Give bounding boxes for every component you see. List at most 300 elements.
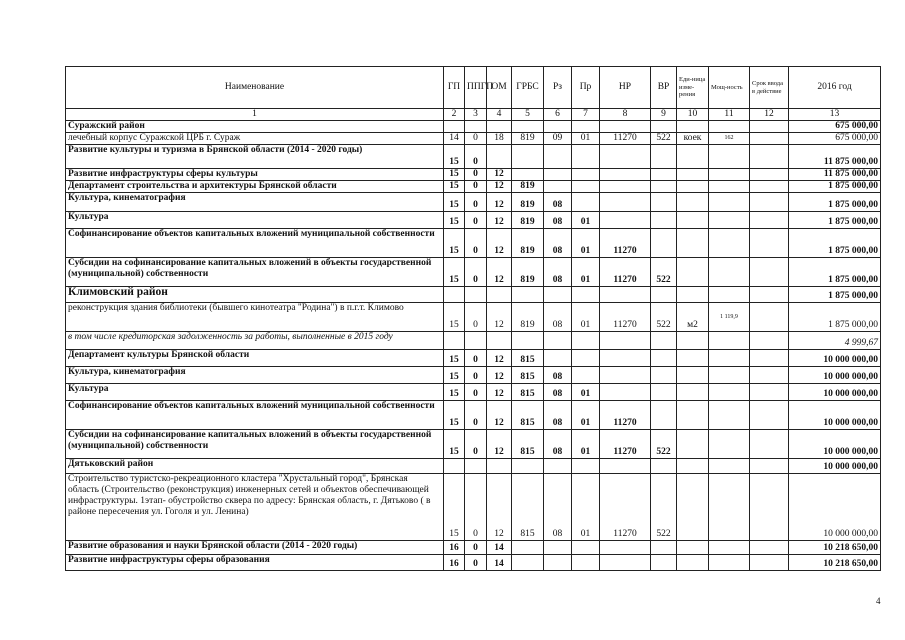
row-code (677, 212, 709, 229)
row-code: 12 (487, 430, 512, 459)
row-code (651, 384, 677, 401)
row-capacity (709, 229, 750, 258)
row-code: 09 (544, 133, 572, 145)
row-code (651, 193, 677, 212)
row-amount: 10 000 000,00 (789, 401, 881, 430)
row-amount: 1 875 000,00 (789, 212, 881, 229)
row-code (465, 332, 487, 350)
row-code: 12 (487, 193, 512, 212)
row-code (544, 459, 572, 474)
row-code (750, 430, 789, 459)
row-code (677, 541, 709, 555)
row-amount: 1 875 000,00 (789, 258, 881, 287)
column-number-row (66, 109, 881, 121)
row-code: 11270 (600, 401, 651, 430)
row-code (750, 212, 789, 229)
row-code (572, 287, 600, 303)
table-row (66, 401, 881, 430)
row-code (487, 332, 512, 350)
header-row (66, 67, 881, 109)
row-capacity (709, 474, 750, 541)
row-code: 11270 (600, 258, 651, 287)
row-code (487, 287, 512, 303)
table-row (66, 258, 881, 287)
row-code: 12 (487, 212, 512, 229)
row-code (750, 169, 789, 181)
row-code (544, 181, 572, 193)
row-name: лечебный корпус Суражской ЦРБ г. Сураж (66, 133, 444, 145)
table-row (66, 181, 881, 193)
row-code (750, 474, 789, 541)
col-header-vr: ВР (651, 67, 677, 109)
row-code: 12 (487, 303, 512, 332)
row-code: 01 (572, 474, 600, 541)
row-name: Развитие инфраструктуры сферы образования (66, 555, 444, 571)
table-body (66, 121, 881, 571)
row-code (544, 121, 572, 133)
row-code (600, 212, 651, 229)
row-code: 15 (444, 367, 465, 384)
col-header-nr: НР (600, 67, 651, 109)
col-header-capacity: Мощ-ность (709, 67, 750, 109)
row-code: 815 (512, 401, 544, 430)
table-row (66, 133, 881, 145)
table-row (66, 169, 881, 181)
row-code: 15 (444, 474, 465, 541)
row-code (750, 258, 789, 287)
row-code (600, 121, 651, 133)
row-amount: 10 000 000,00 (789, 350, 881, 367)
row-capacity (709, 287, 750, 303)
row-code (750, 121, 789, 133)
col-number: 1 (66, 109, 444, 121)
table-row (66, 303, 881, 332)
row-code: 815 (512, 384, 544, 401)
row-code (600, 169, 651, 181)
row-amount: 1 875 000,00 (789, 287, 881, 303)
row-name: Субсидии на софинансирование капитальных вложений в объекты государственной (муниципальной) собственности (66, 258, 444, 287)
row-code (677, 555, 709, 571)
row-code (750, 459, 789, 474)
row-amount: 4 999,67 (789, 332, 881, 350)
row-code (600, 367, 651, 384)
row-code: 16 (444, 541, 465, 555)
row-code (512, 287, 544, 303)
row-code: 12 (487, 401, 512, 430)
row-code: 16 (444, 555, 465, 571)
row-code: 01 (572, 384, 600, 401)
table-row (66, 350, 881, 367)
row-code: 12 (487, 384, 512, 401)
row-code: 0 (465, 169, 487, 181)
row-code: 08 (544, 474, 572, 541)
row-code (512, 459, 544, 474)
row-code: 819 (512, 258, 544, 287)
col-number: 4 (487, 109, 512, 121)
row-amount: 675 000,00 (789, 121, 881, 133)
row-code (750, 145, 789, 169)
row-code: 08 (544, 258, 572, 287)
col-header-year: 2016 год (789, 67, 881, 109)
row-amount: 1 875 000,00 (789, 303, 881, 332)
row-code (677, 332, 709, 350)
col-number: 2 (444, 109, 465, 121)
row-code (572, 145, 600, 169)
row-code (444, 121, 465, 133)
row-code: 15 (444, 193, 465, 212)
row-code (677, 258, 709, 287)
row-code (600, 541, 651, 555)
row-amount: 10 218 650,00 (789, 555, 881, 571)
row-code: 0 (465, 430, 487, 459)
row-code: 01 (572, 229, 600, 258)
row-name: Департамент культуры Брянской области (66, 350, 444, 367)
row-code: коек (677, 133, 709, 145)
row-code (544, 287, 572, 303)
row-code (651, 541, 677, 555)
row-code: 15 (444, 181, 465, 193)
col-header-ppgp: ППГП (465, 67, 487, 109)
row-code (677, 367, 709, 384)
row-code (512, 555, 544, 571)
row-code (487, 121, 512, 133)
row-code (651, 332, 677, 350)
table-row (66, 459, 881, 474)
row-code: 14 (444, 133, 465, 145)
row-code: 08 (544, 384, 572, 401)
row-code (572, 350, 600, 367)
row-code: 18 (487, 133, 512, 145)
row-capacity: 162 (709, 133, 750, 145)
row-code: 15 (444, 384, 465, 401)
row-name: Софинансирование объектов капитальных вложений муниципальной собственности (66, 229, 444, 258)
row-name: Субсидии на софинансирование капитальных вложений в объекты государственной (муниципальной) собственности (66, 430, 444, 459)
col-header-unit: Еди-ница изме-рения (677, 67, 709, 109)
row-code (600, 287, 651, 303)
row-capacity (709, 430, 750, 459)
row-code (677, 121, 709, 133)
row-code: 15 (444, 401, 465, 430)
row-code: 01 (572, 430, 600, 459)
row-code: 14 (487, 555, 512, 571)
row-code (677, 287, 709, 303)
row-code: 522 (651, 133, 677, 145)
row-code: 0 (465, 303, 487, 332)
row-code (465, 459, 487, 474)
row-code: 11270 (600, 229, 651, 258)
row-code (444, 459, 465, 474)
row-code: 0 (465, 541, 487, 555)
col-header-grbs: ГРБС (512, 67, 544, 109)
row-code: 0 (465, 229, 487, 258)
row-code: 819 (512, 181, 544, 193)
row-code (651, 181, 677, 193)
row-code (651, 401, 677, 430)
row-code: 15 (444, 258, 465, 287)
row-code: 11270 (600, 303, 651, 332)
row-code: 08 (544, 401, 572, 430)
table-row (66, 229, 881, 258)
row-code (512, 145, 544, 169)
page-number: 4 (876, 596, 881, 606)
row-code (600, 145, 651, 169)
row-capacity: 1 119,9 (709, 303, 750, 332)
row-code (487, 459, 512, 474)
row-code (572, 555, 600, 571)
row-code (750, 303, 789, 332)
row-amount: 10 000 000,00 (789, 459, 881, 474)
row-amount: 1 875 000,00 (789, 229, 881, 258)
row-code: 522 (651, 258, 677, 287)
row-amount: 10 000 000,00 (789, 474, 881, 541)
col-number: 6 (544, 109, 572, 121)
row-code: 08 (544, 229, 572, 258)
row-name: реконструкция здания библиотеки (бывшего кинотеатра "Родина") в п.г.т. Климово (66, 303, 444, 332)
row-code: 0 (465, 350, 487, 367)
row-code (651, 287, 677, 303)
row-capacity (709, 145, 750, 169)
col-header-term: Срок ввода в действие (750, 67, 789, 109)
row-name: Развитие культуры и туризма в Брянской области (2014 - 2020 годы) (66, 145, 444, 169)
row-code (651, 350, 677, 367)
row-amount: 1 875 000,00 (789, 181, 881, 193)
table-row (66, 555, 881, 571)
row-name: Суражский район (66, 121, 444, 133)
row-code (600, 459, 651, 474)
row-code (544, 169, 572, 181)
row-code (444, 287, 465, 303)
table-row (66, 384, 881, 401)
table-row (66, 287, 881, 303)
row-capacity (709, 367, 750, 384)
table-row (66, 474, 881, 541)
row-code (572, 121, 600, 133)
row-name: в том числе кредиторская задолженность за работы, выполненные в 2015 году (66, 332, 444, 350)
col-header-name: Наименование (66, 67, 444, 109)
row-code (651, 367, 677, 384)
row-capacity (709, 193, 750, 212)
row-code (750, 384, 789, 401)
row-name: Дятьковский район (66, 459, 444, 474)
row-code (651, 555, 677, 571)
row-capacity (709, 258, 750, 287)
row-code (600, 181, 651, 193)
row-name: Развитие образования и науки Брянской области (2014 - 2020 годы) (66, 541, 444, 555)
row-code (677, 229, 709, 258)
row-code (677, 384, 709, 401)
row-code (651, 169, 677, 181)
table-row (66, 145, 881, 169)
row-code: 0 (465, 258, 487, 287)
row-code (572, 367, 600, 384)
row-code: 0 (465, 555, 487, 571)
row-code: 08 (544, 212, 572, 229)
row-code: 08 (544, 430, 572, 459)
row-code (677, 350, 709, 367)
row-code: 12 (487, 229, 512, 258)
row-name: Культура (66, 212, 444, 229)
col-number: 8 (600, 109, 651, 121)
row-code: 12 (487, 181, 512, 193)
row-code: 01 (572, 258, 600, 287)
row-code (677, 145, 709, 169)
col-header-gp: ГП (444, 67, 465, 109)
row-code: 819 (512, 229, 544, 258)
row-code (750, 287, 789, 303)
row-code: м2 (677, 303, 709, 332)
row-code: 522 (651, 474, 677, 541)
row-code (651, 121, 677, 133)
row-code (572, 181, 600, 193)
row-code: 12 (487, 350, 512, 367)
row-code: 815 (512, 430, 544, 459)
table-row (66, 332, 881, 350)
row-code (677, 430, 709, 459)
row-code (572, 332, 600, 350)
table-row (66, 430, 881, 459)
table-row (66, 367, 881, 384)
row-code (572, 169, 600, 181)
row-code: 15 (444, 350, 465, 367)
row-code (651, 459, 677, 474)
row-code: 0 (465, 193, 487, 212)
row-code: 14 (487, 541, 512, 555)
row-code: 815 (512, 350, 544, 367)
row-capacity (709, 181, 750, 193)
row-amount: 10 000 000,00 (789, 367, 881, 384)
row-code: 819 (512, 303, 544, 332)
row-capacity (709, 541, 750, 555)
row-code: 522 (651, 430, 677, 459)
row-code: 0 (465, 474, 487, 541)
row-name: Развитие инфраструктуры сферы культуры (66, 169, 444, 181)
row-code (677, 181, 709, 193)
col-header-pr: Пр (572, 67, 600, 109)
row-code: 11270 (600, 133, 651, 145)
row-amount: 675 000,00 (789, 133, 881, 145)
row-amount: 11 875 000,00 (789, 145, 881, 169)
row-code (651, 145, 677, 169)
row-code: 12 (487, 474, 512, 541)
row-code: 0 (465, 212, 487, 229)
budget-table (65, 66, 881, 571)
table-row (66, 121, 881, 133)
row-name: Культура, кинематография (66, 367, 444, 384)
row-amount: 11 875 000,00 (789, 169, 881, 181)
row-code: 0 (465, 145, 487, 169)
row-code: 01 (572, 133, 600, 145)
row-code: 0 (465, 401, 487, 430)
row-code (750, 193, 789, 212)
row-code: 12 (487, 169, 512, 181)
row-code (487, 145, 512, 169)
row-code (572, 459, 600, 474)
row-code: 11270 (600, 430, 651, 459)
row-code: 0 (465, 133, 487, 145)
row-code: 15 (444, 212, 465, 229)
col-number: 9 (651, 109, 677, 121)
row-capacity (709, 121, 750, 133)
row-code: 819 (512, 193, 544, 212)
col-number: 7 (572, 109, 600, 121)
row-code (750, 555, 789, 571)
row-code (512, 121, 544, 133)
row-code (750, 401, 789, 430)
row-code (544, 332, 572, 350)
col-number: 13 (789, 109, 881, 121)
row-code: 819 (512, 133, 544, 145)
row-code (677, 169, 709, 181)
row-code (750, 181, 789, 193)
row-code: 01 (572, 401, 600, 430)
row-code (544, 145, 572, 169)
row-amount: 1 875 000,00 (789, 193, 881, 212)
row-code: 01 (572, 303, 600, 332)
row-name: Культура, кинематография (66, 193, 444, 212)
row-capacity (709, 555, 750, 571)
row-capacity (709, 212, 750, 229)
row-code (600, 384, 651, 401)
row-name: Культура (66, 384, 444, 401)
row-code (600, 555, 651, 571)
row-code (512, 332, 544, 350)
row-code (572, 193, 600, 212)
table-row (66, 212, 881, 229)
row-code (512, 169, 544, 181)
row-code: 15 (444, 303, 465, 332)
row-code: 12 (487, 258, 512, 287)
row-code: 15 (444, 229, 465, 258)
row-code (600, 332, 651, 350)
row-code: 01 (572, 212, 600, 229)
row-code (600, 350, 651, 367)
row-code (512, 541, 544, 555)
row-code (677, 474, 709, 541)
row-code (750, 229, 789, 258)
row-code: 08 (544, 303, 572, 332)
col-number: 3 (465, 109, 487, 121)
row-name: Департамент строительства и архитектуры Брянской области (66, 181, 444, 193)
col-header-rz: Рз (544, 67, 572, 109)
row-name: Софинансирование объектов капитальных вложений муниципальной собственности (66, 401, 444, 430)
row-code: 0 (465, 367, 487, 384)
row-code: 08 (544, 367, 572, 384)
row-code (600, 193, 651, 212)
row-code: 522 (651, 303, 677, 332)
row-code (544, 555, 572, 571)
row-code (465, 121, 487, 133)
col-number: 5 (512, 109, 544, 121)
row-code (544, 541, 572, 555)
row-code: 11270 (600, 474, 651, 541)
row-code: 15 (444, 430, 465, 459)
row-code: 15 (444, 169, 465, 181)
row-code (444, 332, 465, 350)
col-number: 11 (709, 109, 750, 121)
row-amount: 10 218 650,00 (789, 541, 881, 555)
row-code: 0 (465, 384, 487, 401)
row-name: Климовский район (66, 287, 444, 303)
row-code (750, 133, 789, 145)
row-code: 15 (444, 145, 465, 169)
row-code: 12 (487, 367, 512, 384)
row-capacity (709, 459, 750, 474)
col-header-om: ОМ (487, 67, 512, 109)
row-capacity (709, 401, 750, 430)
row-code (651, 229, 677, 258)
row-code: 0 (465, 181, 487, 193)
row-amount: 10 000 000,00 (789, 430, 881, 459)
